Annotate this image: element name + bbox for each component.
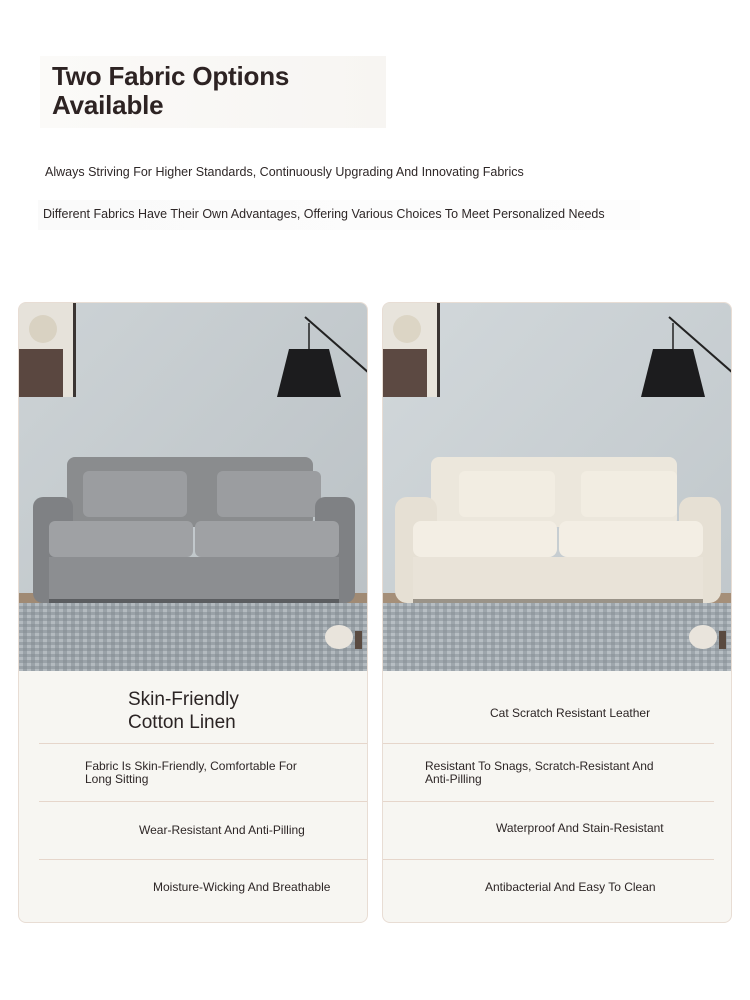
feature-item: Antibacterial And Easy To Clean (485, 880, 656, 894)
title-block (40, 56, 386, 128)
cream-sofa-photo (383, 303, 732, 671)
card-heading-line-2: Cotton Linen (128, 712, 236, 733)
feature-item: Wear-Resistant And Anti-Pilling (139, 823, 305, 837)
divider (383, 743, 714, 744)
title-line-2: Available (52, 90, 164, 120)
subtitle-2: Different Fabrics Have Their Own Advantages, Offering Various Choices To Meet Personalized Needs (43, 207, 605, 221)
feature-item: Moisture-Wicking And Breathable (153, 880, 331, 894)
card-heading-line-1: Skin-Friendly (128, 689, 239, 710)
fabric-card-cotton-linen (18, 302, 368, 923)
title-line-1: Two Fabric Options (52, 61, 290, 91)
divider (383, 801, 714, 802)
feature-item: Waterproof And Stain-Resistant (496, 821, 664, 835)
subtitle-1: Always Striving For Higher Standards, Continuously Upgrading And Innovating Fabrics (45, 165, 524, 179)
card-heading (128, 688, 239, 734)
divider (39, 859, 368, 860)
page-title (52, 62, 289, 120)
divider (39, 743, 368, 744)
feature-item: Resistant To Snags, Scratch-Resistant And Anti-Pilling (425, 759, 654, 786)
divider (383, 859, 714, 860)
fabric-card-leather (382, 302, 732, 923)
card-heading: Cat Scratch Resistant Leather (490, 706, 651, 720)
divider (39, 801, 368, 802)
gray-sofa-photo (19, 303, 368, 671)
feature-item: Fabric Is Skin-Friendly, Comfortable For Long Sitting (85, 759, 297, 786)
